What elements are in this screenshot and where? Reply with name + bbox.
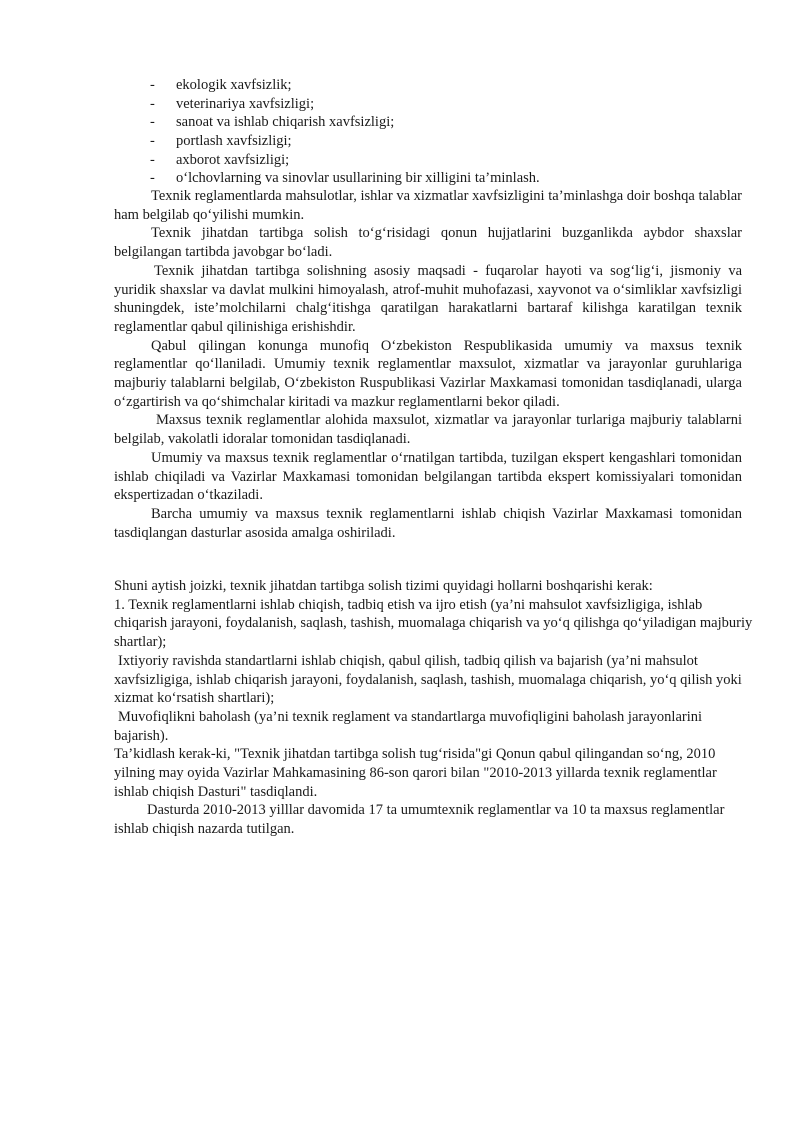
list-item-text: axborot xavfsizligi; xyxy=(176,151,290,168)
bullet-marker: - xyxy=(150,77,155,93)
paragraph: Dasturda 2010-2013 yilllar davomida 17 ta umumtexnik reglamentlar va 10 ta maxsus reglamentlar ishlab chiqish nazarda tutilgan. xyxy=(114,802,725,838)
section-regulations xyxy=(114,187,742,542)
list-item xyxy=(150,95,750,114)
bullet-marker: - xyxy=(150,95,155,112)
list-item xyxy=(150,132,750,151)
list-item-text: portlash xavfsizligi; xyxy=(176,133,292,150)
list-item-text: sanoat va ishlab chiqarish xavfsizligi; xyxy=(176,114,395,131)
list-item xyxy=(150,169,750,188)
list-item xyxy=(150,76,750,95)
paragraph: Texnik jihatdan tartibga solishning asosiy maqsadi - fuqarolar hayoti va sog‘lig‘i, jismoniy va yuridik shaxslar va davlat mulkini himoyalash, atrof-muhit muhofazasi, xayvonot va o‘simliklar xavfsizligi shuningdek, iste’molchilarni chalg‘itishga qaratilgan harakatlarni bartaraf kilishga karatilgan texnik reglamentlar qabul qilinishiga erishishdir. xyxy=(114,262,742,335)
paragraph: Ixtiyoriy ravishda standartlarni ishlab chiqish, qabul qilish, tadbiq qilish va bajarish (ya’ni mahsulot xavfsizligiga, ishlab chiqarish jarayoni, foydalanish, saqlash, tashish, muomalaga chiqarish, yo‘q qilish yoki xizmat ko‘rsatish shartlari); xyxy=(114,652,742,707)
section-system xyxy=(114,577,754,839)
list-item-text: veterinariya xavfsizligi; xyxy=(176,95,315,112)
paragraph: Texnik jihatdan tartibga solish to‘g‘risidagi qonun hujjatlarini buzganlikda aybdor shaxslar belgilangan tartibda javobgar bo‘ladi. xyxy=(114,225,742,261)
paragraph: 1. Texnik reglamentlarni ishlab chiqish, tadbiq etish va ijro etish (ya’ni mahsulot xavfsizligiga, ishlab chiqarish jarayoni, foydalanish, saqlash, tashish, muomalaga chiqarish va yo‘q qilishga qo‘yiladigan majburiy shartlar); xyxy=(114,596,753,651)
bullet-marker: - xyxy=(150,170,155,187)
paragraph: Qabul qilingan konunga munofiq O‘zbekiston Respublikasida umumiy va maxsus texnik reglamentlar qo‘llaniladi. Umumiy texnik reglamentlar maxsulot, xizmatlar va jarayonlar guruhlariga majburiy talablarni belgilab, O‘zbekiston Ruspublikasi Vazirlar Maxkamasi tomonidan tasdiqlanadi, ularga o‘zgartirish va qo‘shimchalar kiritadi va mazkur reglamentlarni bekor qiladi. xyxy=(114,337,742,410)
list-item xyxy=(150,151,750,170)
list-item-text: ekologik xavfsizlik; xyxy=(176,77,292,93)
paragraph: Shuni aytish joizki, texnik jihatdan tartibga solish tizimi quyidagi hollarni boshqarishi kerak: xyxy=(114,578,653,594)
paragraph: Texnik reglamentlarda mahsulotlar, ishlar va xizmatlar xavfsizligini ta’minlashga doir boshqa talablar ham belgilab qo‘yilishi mumkin. xyxy=(114,188,742,223)
paragraph: Maxsus texnik reglamentlar alohida maxsulot, xizmatlar va jarayonlar turlariga majburiy talablarni belgilab, vakolatli idoralar tomonidan tasdiqlanadi. xyxy=(114,412,742,448)
list-item-text: o‘lchovlarning va sinovlar usullarining bir xilligini ta’minlash. xyxy=(176,170,540,187)
paragraph: Ta’kidlash kerak-ki, "Texnik jihatdan tartibga solish tug‘risida"gi Qonun qabul qilingandan so‘ng, 2010 yilning may oyida Vazirlar Mahkamasining 86-son qarori bilan "2010-2013 yillarda texnik reglamentlar ishlab chiqish Dasturi" tasdiqlandi. xyxy=(114,746,717,800)
bullet-marker: - xyxy=(150,151,155,168)
paragraph: Barcha umumiy va maxsus texnik reglamentlarni ishlab chiqish Vazirlar Maxkamasi tomonidan tasdiqlangan dasturlar asosida amalga oshiriladi. xyxy=(114,505,742,541)
paragraph: Umumiy va maxsus texnik reglamentlar o‘rnatilgan tartibda, tuzilgan ekspert kengashlari tomonidan ishlab chiqiladi va Vazirlar Maxkamasi tomonidan belgilangan tartibda ekspert komissiyalari tomonidan ekspertizadan o‘tkaziladi. xyxy=(114,449,742,504)
paragraph: Muvofiqlikni baholash (ya’ni texnik reglament va standartlarga muvofiqligini baholash jarayonlarini bajarish). xyxy=(114,708,703,744)
list-item xyxy=(150,113,750,132)
bullet-marker: - xyxy=(150,114,155,131)
bullet-list xyxy=(150,76,750,188)
bullet-marker: - xyxy=(150,133,155,150)
